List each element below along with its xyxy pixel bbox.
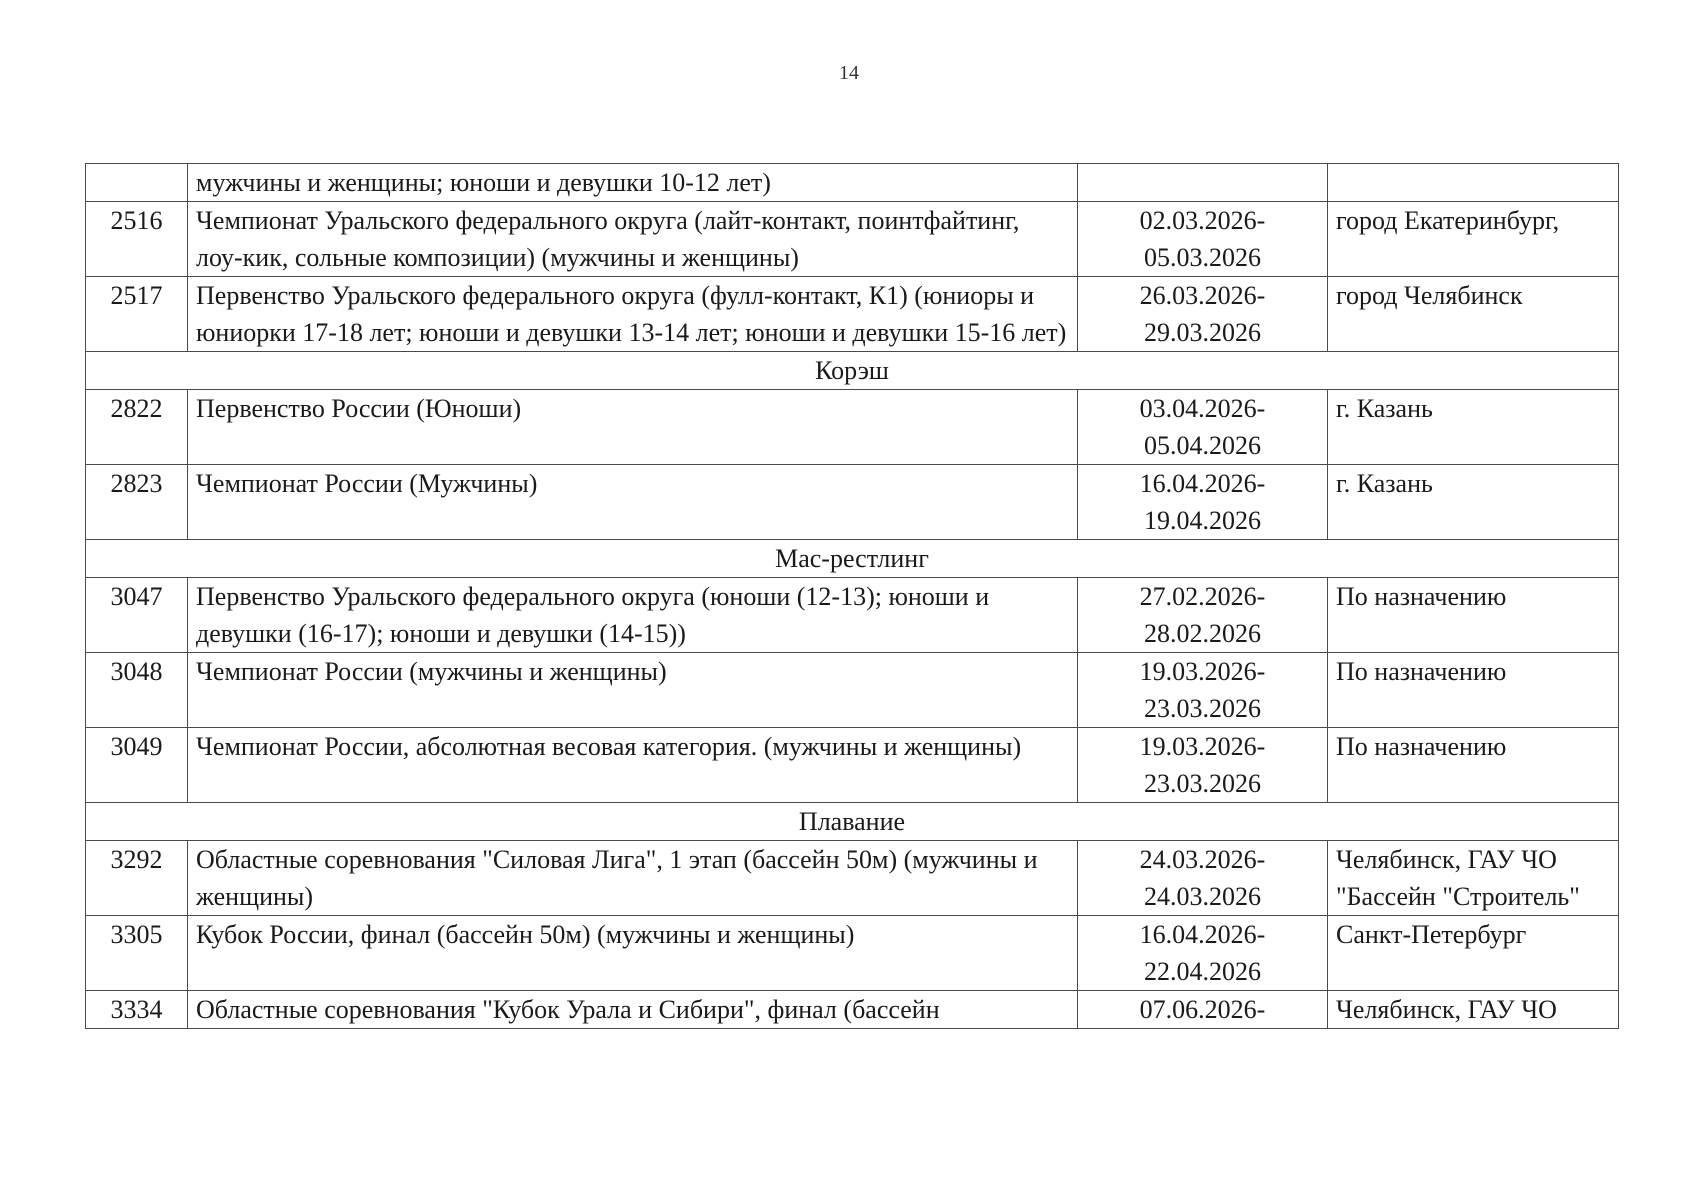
event-place: По назначению [1328, 728, 1619, 803]
event-place: По назначению [1328, 578, 1619, 653]
event-name: Областные соревнования "Силовая Лига", 1 этап (бассейн 50м) (мужчины и женщины) [188, 841, 1078, 916]
event-name: Первенство Уральского федерального округа (фулл-контакт, К1) (юниоры и юниорки 17-18 лет; юноши и девушки 13-14 лет; юноши и девушки 15-16 лет) [188, 277, 1078, 352]
event-name: мужчины и женщины; юноши и девушки 10-12 лет) [188, 164, 1078, 202]
date-to: 28.02.2026 [1144, 619, 1261, 648]
event-number: 3049 [86, 728, 188, 803]
event-name: Чемпионат России (Мужчины) [188, 465, 1078, 540]
event-place: Челябинск, ГАУ ЧО "Бассейн "Строитель" [1328, 841, 1619, 916]
section-header-row [86, 803, 1619, 841]
event-name: Чемпионат России, абсолютная весовая категория. (мужчины и женщины) [188, 728, 1078, 803]
event-dates [1078, 578, 1328, 653]
event-number: 3048 [86, 653, 188, 728]
table-row [86, 390, 1619, 465]
table-row [86, 728, 1619, 803]
table-row [86, 916, 1619, 991]
event-place [1328, 164, 1619, 202]
event-dates [1078, 390, 1328, 465]
section-header-row [86, 352, 1619, 390]
table-row [86, 991, 1619, 1029]
event-name: Первенство Уральского федерального округа (юноши (12-13); юноши и девушки (16-17); юноши и девушки (14-15)) [188, 578, 1078, 653]
event-place: город Челябинск [1328, 277, 1619, 352]
table-row [86, 465, 1619, 540]
table-row [86, 164, 1619, 202]
table-row [86, 841, 1619, 916]
event-number [86, 164, 188, 202]
section-title: Мас-рестлинг [86, 540, 1619, 578]
event-number: 2823 [86, 465, 188, 540]
event-place: По назначению [1328, 653, 1619, 728]
event-number: 2517 [86, 277, 188, 352]
event-dates [1078, 841, 1328, 916]
event-dates [1078, 465, 1328, 540]
date-to: 24.03.2026 [1144, 882, 1261, 911]
date-from: 26.03.2026- [1139, 281, 1266, 310]
event-place: г. Казань [1328, 390, 1619, 465]
event-dates [1078, 728, 1328, 803]
event-number: 2516 [86, 202, 188, 277]
date-to: 22.04.2026 [1144, 957, 1261, 986]
page-number: 14 [839, 62, 859, 84]
section-header-row [86, 540, 1619, 578]
date-to: 23.03.2026 [1144, 694, 1261, 723]
date-to: 05.03.2026 [1144, 243, 1261, 272]
event-place: Челябинск, ГАУ ЧО [1328, 991, 1619, 1029]
events-table [85, 163, 1619, 1029]
event-number: 3047 [86, 578, 188, 653]
date-from: 03.04.2026- [1139, 394, 1266, 423]
date-from: 19.03.2026- [1139, 732, 1266, 761]
table-row [86, 277, 1619, 352]
date-from: 07.06.2026- [1139, 995, 1266, 1024]
event-number: 3292 [86, 841, 188, 916]
event-place: г. Казань [1328, 465, 1619, 540]
date-to: 29.03.2026 [1144, 318, 1261, 347]
date-from: 02.03.2026- [1139, 206, 1266, 235]
event-number: 2822 [86, 390, 188, 465]
section-title: Корэш [86, 352, 1619, 390]
event-name: Чемпионат Уральского федерального округа (лайт-контакт, поинтфайтинг, лоу-кик, сольные композиции) (мужчины и женщины) [188, 202, 1078, 277]
date-to: 19.04.2026 [1144, 506, 1261, 535]
date-to: 05.04.2026 [1144, 431, 1261, 460]
event-dates [1078, 653, 1328, 728]
event-number: 3334 [86, 991, 188, 1029]
date-from: 19.03.2026- [1139, 657, 1266, 686]
table-row [86, 202, 1619, 277]
table-row [86, 578, 1619, 653]
event-name: Областные соревнования "Кубок Урала и Сибири", финал (бассейн [188, 991, 1078, 1029]
event-name: Кубок России, финал (бассейн 50м) (мужчины и женщины) [188, 916, 1078, 991]
events-table-body [86, 164, 1619, 1029]
event-name: Чемпионат России (мужчины и женщины) [188, 653, 1078, 728]
event-dates [1078, 991, 1328, 1029]
event-name: Первенство России (Юноши) [188, 390, 1078, 465]
date-from: 24.03.2026- [1139, 845, 1266, 874]
section-title: Плавание [86, 803, 1619, 841]
event-dates [1078, 164, 1328, 202]
event-number: 3305 [86, 916, 188, 991]
date-to: 23.03.2026 [1144, 769, 1261, 798]
event-place: город Екатеринбург, [1328, 202, 1619, 277]
table-row [86, 653, 1619, 728]
date-from: 27.02.2026- [1139, 582, 1266, 611]
date-from: 16.04.2026- [1139, 920, 1266, 949]
date-from: 16.04.2026- [1139, 469, 1266, 498]
event-dates [1078, 202, 1328, 277]
event-place: Санкт-Петербург [1328, 916, 1619, 991]
event-dates [1078, 277, 1328, 352]
event-dates [1078, 916, 1328, 991]
